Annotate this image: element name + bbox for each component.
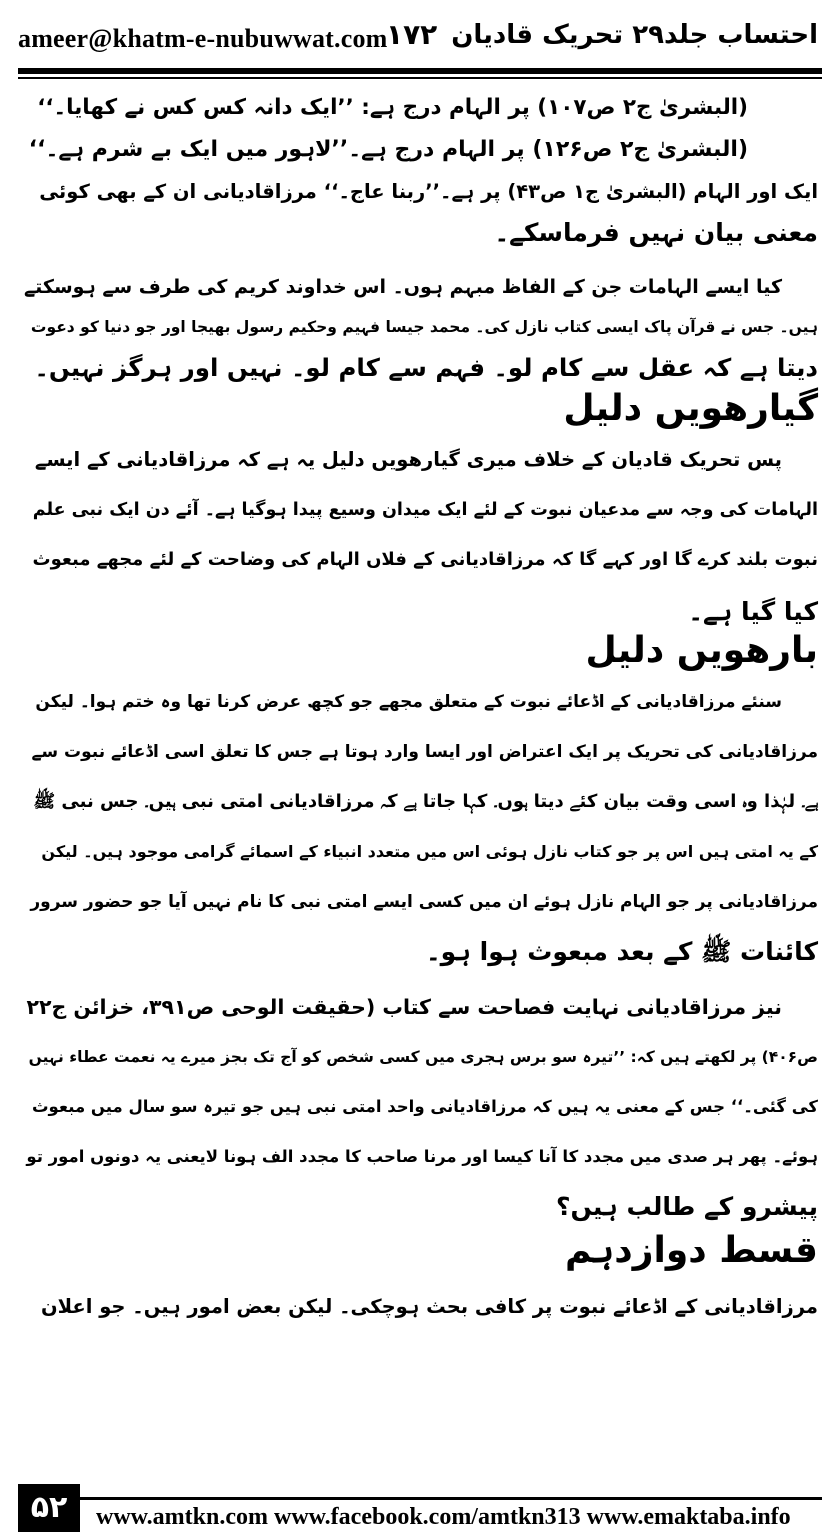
text-line: نیز مرزاقادیانی نہایت فصاحت سے کتاب (حقیقت الوحی ص۳۹۱، خزائن ج۲۲ [26, 995, 782, 1019]
text-line: ص۴۰۶) پر لکھتے ہیں کہ: ’’تیرہ سو برس ہجری میں کسی شخص کو آج تک بجز میرے یہ نعمت عطاء نہیں [28, 1048, 818, 1066]
header-email: ameer@khatm-e-nubuwwat.com [18, 24, 388, 53]
text-line: مرزاقادیانی کے اڈعائے نبوت پر کافی بحث ہوچکی۔ لیکن بعض امور ہیں۔ جو اعلان [40, 1295, 818, 1318]
text-line: پیشرو کے طالب ہیں؟ [555, 1192, 818, 1221]
header-rule [18, 68, 822, 74]
section-heading: گیارھویں دلیل [563, 388, 818, 429]
text-line: مرزاقادیانی پر جو الہام نازل ہوئے ان میں کسی ایسے امتی نبی کا نام نہیں آیا جو حضور سرور [30, 892, 818, 912]
quote-line: (البشریٰ ج۲ ص۱۰۷) پر الہام درج ہے: ’’ایک دانہ کس کس نے کھایا۔‘‘ [37, 95, 748, 120]
text-line: معنی بیان نہیں فرماسکے۔ [494, 218, 818, 247]
text-line: ہوئے۔ پھر ہر صدی میں مجدد کا آنا کیسا اور مرنا صاحب کا مجدد الف ہونا لایعنی یہ دونوں امور تو [26, 1147, 818, 1166]
text-line: سنئے مرزاقادیانی کے اڈعائے نبوت کے متعلق مجھے جو کچھ عرض کرنا تھا وہ ختم ہوا۔ لیکن [35, 692, 782, 712]
text-line: کیا گیا ہے۔ [688, 597, 818, 626]
header-page-number: ۱۷۲ [386, 18, 438, 51]
text-line: ہیں۔ جس نے قرآن پاک ایسی کتاب نازل کی۔ محمد جیسا فہیم وحکیم رسول بھیجا اور جو دنیا کو دعوت [30, 318, 818, 336]
footer-rule [18, 1497, 822, 1500]
text-line: مرزاقادیانی کی تحریک پر ایک اعتراض اور ایسا وارد ہوتا ہے جس کا تعلق اسی اڈعائے نبوت سے [31, 742, 818, 762]
header-rule-thin [18, 77, 822, 79]
text-line: ہے۔ لہٰذا وہ اسی وقت بیان کئے دیتا ہوں۔ کہا جاتا ہے کہ مرزاقادیانی امتی نبی ہیں۔ جس نبی ﷺ [33, 791, 818, 812]
text-line: کیا ایسے الہامات جن کے الفاظ مبہم ہوں۔ اس خداوند کریم کی طرف سے ہوسکتے [24, 276, 782, 298]
text-line: کی گئی۔‘‘ جس کے معنی یہ ہیں کہ مرزاقادیانی واحد امتی نبی ہیں جو تیرہ سو سال میں مبعوث [31, 1097, 818, 1116]
footer-page-number: ۵۲ [18, 1484, 80, 1532]
text-line: کے یہ امتی ہیں اس پر جو کتاب نازل ہوئی اس میں متعدد انبیاء کے اسمائے گرامی موجود ہیں۔ لیکن [41, 842, 818, 861]
text-line: کائنات ﷺ کے بعد مبعوث ہوا ہو۔ [425, 937, 818, 966]
text-line: ایک اور الہام (البشریٰ ج۱ ص۴۳) پر ہے۔’’ربنا عاج۔‘‘ مرزاقادیانی ان کے بھی کوئی [39, 180, 818, 203]
footer-urls: www.amtkn.com www.facebook.com/amtkn313 www.emaktaba.info [96, 1504, 791, 1530]
section-heading: قسط دوازدہم [564, 1230, 818, 1271]
text-line: پس تحریک قادیان کے خلاف میری گیارھویں دلیل یہ ہے کہ مرزاقادیانی کے ایسے [34, 448, 782, 471]
section-heading: بارھویں دلیل [585, 630, 818, 671]
page-header [0, 0, 840, 70]
quote-line: (البشریٰ ج۲ ص۱۲۶) پر الہام درج ہے۔’’لاہور میں ایک بے شرم ہے۔‘‘ [28, 137, 748, 162]
running-title: احتساب جلد۲۹ تحریک قادیان [451, 20, 818, 50]
text-line: نبوت بلند کرے گا اور کہے گا کہ مرزاقادیانی کے فلاں الہام کی وضاحت کے لئے مجھے مبعوث [32, 549, 818, 570]
text-line: دیتا ہے کہ عقل سے کام لو۔ فہم سے کام لو۔ نہیں اور ہرگز نہیں۔ [34, 353, 818, 382]
text-line: الہامات کی وجہ سے مدعیان نبوت کے لئے ایک میدان وسیع پیدا ہوگیا ہے۔ آئے دن ایک نبی علم [32, 500, 818, 520]
